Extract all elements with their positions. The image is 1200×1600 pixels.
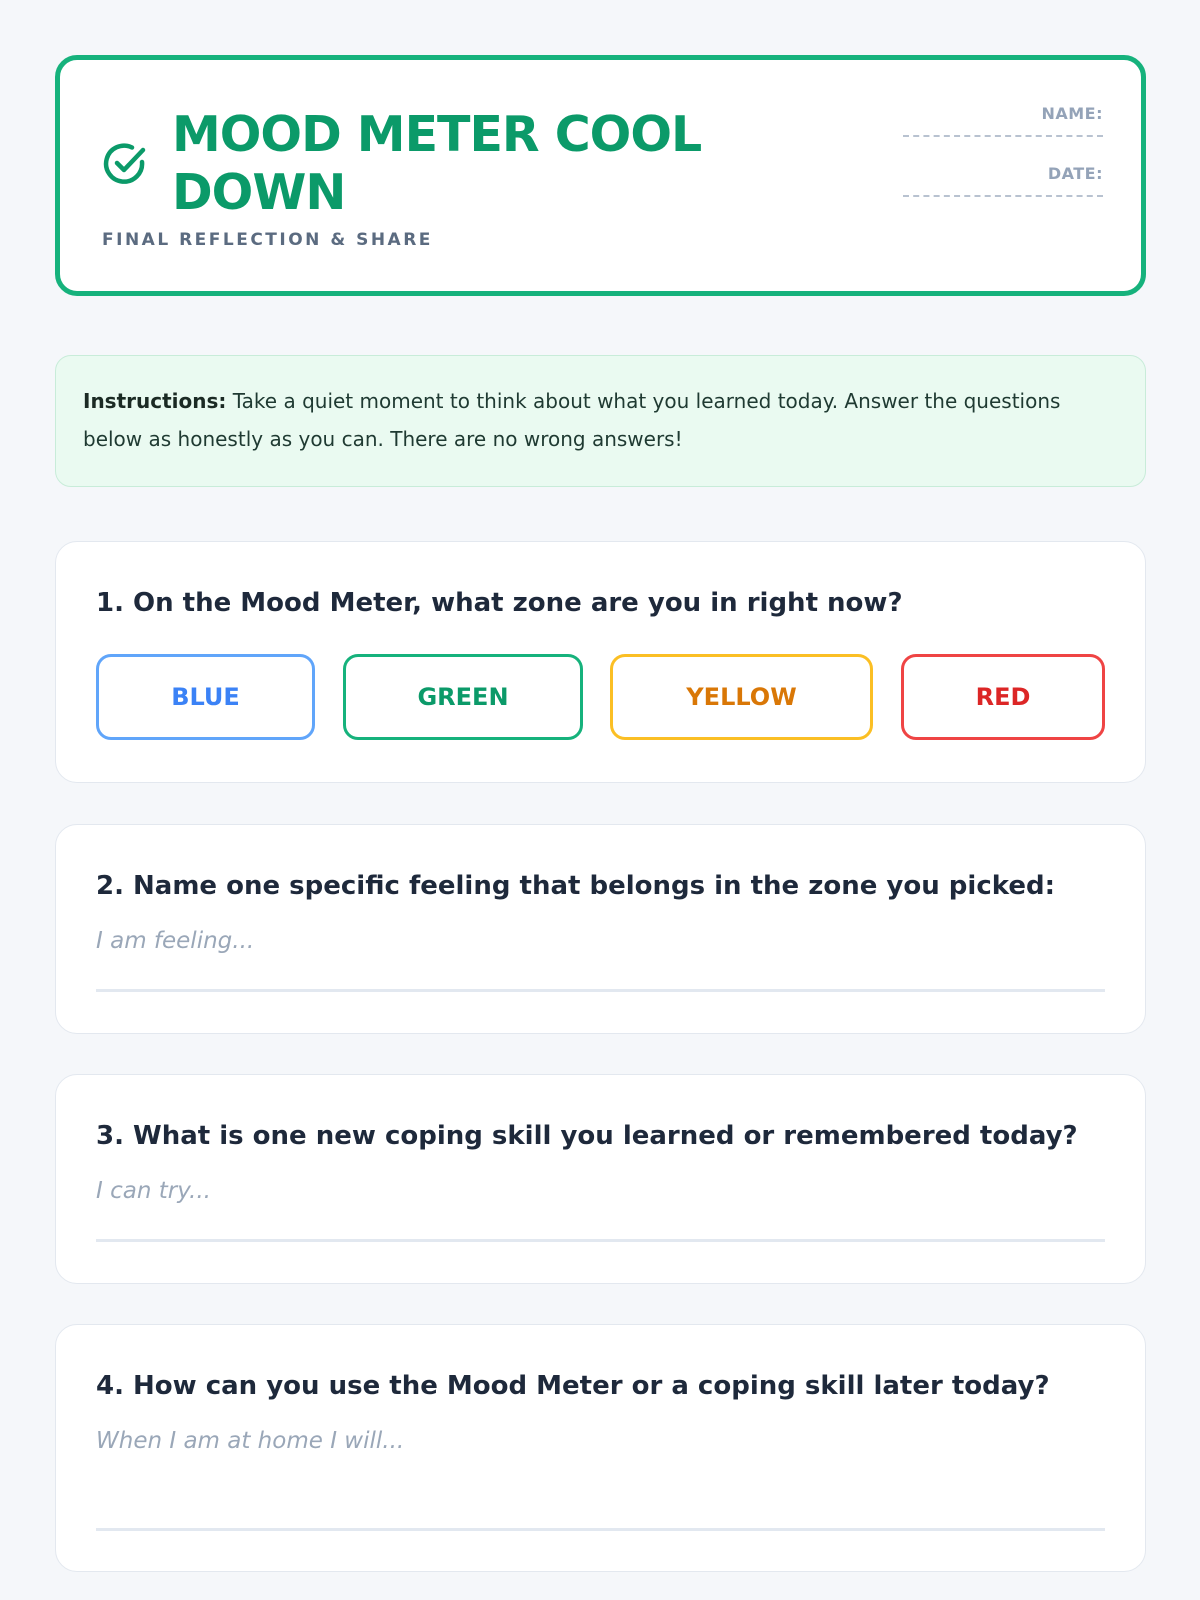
header-card (55, 55, 1146, 296)
feeling-input[interactable] (96, 924, 1105, 958)
date-line (903, 195, 1103, 197)
question-title-2: 2. Name one specific feeling that belongs in the zone you picked: (96, 871, 1055, 901)
page-subtitle: FINAL REFLECTION & SHARE (102, 230, 433, 250)
name-line (903, 135, 1103, 137)
answer-line-3 (96, 1239, 1105, 1242)
answer-line-4 (96, 1528, 1105, 1531)
instructions-label: Instructions: (83, 389, 227, 413)
plan-input[interactable] (96, 1424, 1105, 1458)
question-title-3: 3. What is one new coping skill you learned or remembered today? (96, 1121, 1078, 1151)
date-label: DATE: (1047, 164, 1103, 183)
zone-button-yellow[interactable]: YELLOW (610, 654, 873, 740)
date-field[interactable] (903, 164, 1103, 197)
question-card-4 (55, 1324, 1146, 1572)
question-title-4: 4. How can you use the Mood Meter or a coping skill later today? (96, 1371, 1050, 1401)
name-label: NAME: (1041, 104, 1103, 123)
question-title-1: 1. On the Mood Meter, what zone are you in right now? (96, 588, 903, 618)
zone-button-blue[interactable]: BLUE (96, 654, 315, 740)
instructions-box (55, 355, 1146, 487)
question-card-1 (55, 541, 1146, 783)
zone-button-green[interactable]: GREEN (343, 654, 583, 740)
page-title: MOOD METER COOL DOWN (172, 106, 702, 221)
question-card-2 (55, 824, 1146, 1034)
question-card-3 (55, 1074, 1146, 1284)
name-field[interactable] (903, 104, 1103, 137)
zone-button-red[interactable]: RED (901, 654, 1105, 740)
check-circle-icon (102, 140, 150, 188)
instructions-text: Take a quiet moment to think about what you learned today. Answer the questions below as honestly as you can. There are no wrong answers! (83, 389, 1061, 451)
answer-line-2 (96, 989, 1105, 992)
coping-skill-input[interactable] (96, 1174, 1105, 1208)
